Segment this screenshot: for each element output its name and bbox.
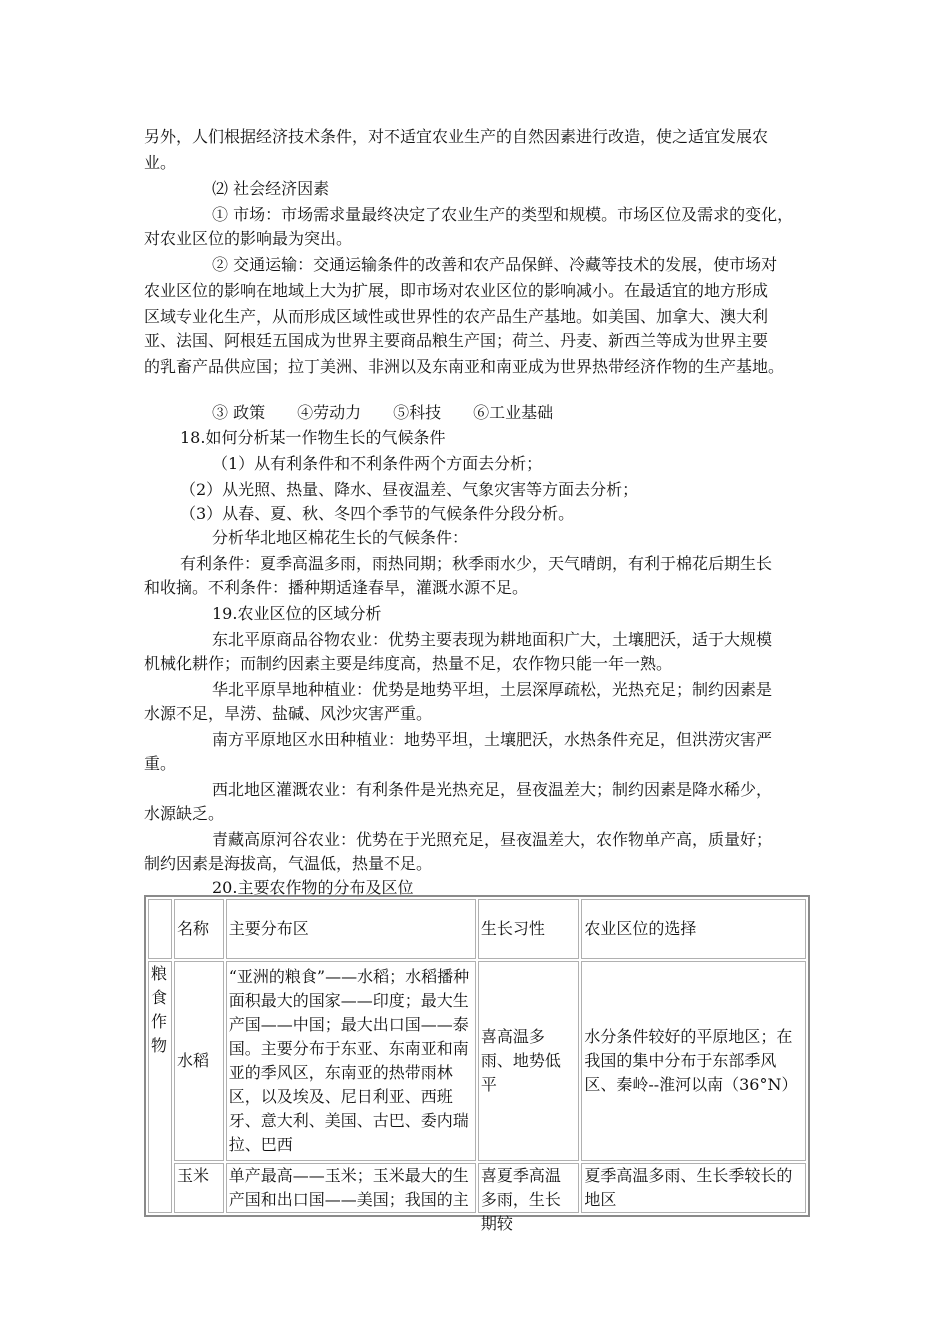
table-row — [148, 961, 806, 1161]
paragraph-line: 的乳畜产品供应国；拉丁美洲、非洲以及东南亚和南亚成为世界热带经济作物的生产基地。 — [144, 357, 785, 376]
crop-habit: 喜夏季高温多雨，生长期较 — [478, 1163, 579, 1213]
paragraph-line: 华北平原旱地种植业：优势是地势平坦，土层深厚疏松，光热充足；制约因素是 — [212, 680, 773, 699]
crop-distribution: 单产最高——玉米；玉米最大的生产国和出口国——美国；我国的主 — [226, 1163, 476, 1213]
header-distribution: 主要分布区 — [226, 899, 476, 959]
paragraph-line: 制约因素是海拔高，气温低，热量不足。 — [144, 854, 433, 873]
list-item: （1）从有利条件和不利条件两个方面去分析； — [212, 454, 543, 473]
crop-habit: 喜高温多雨、地势低平 — [478, 961, 579, 1161]
paragraph-line: 有利条件：夏季高温多雨，雨热同期；秋季雨水少，天气晴朗，有利于棉花后期生长 — [180, 554, 773, 573]
question-heading: 18.如何分析某一作物生长的气候条件 — [180, 428, 446, 447]
crop-location: 夏季高温多雨、生长季较长的地区 — [581, 1163, 806, 1213]
paragraph-line: 西北地区灌溉农业：有利条件是光热充足，昼夜温差大；制约因素是降水稀少， — [212, 780, 773, 799]
section-heading: ⑵ 社会经济因素 — [212, 179, 330, 198]
question-heading: 19.农业区位的区域分析 — [212, 604, 382, 623]
table-corner-cell — [148, 899, 172, 959]
paragraph-line: 另外，人们根据经济技术条件，对不适宜农业生产的自然因素进行改造，使之适宜发展农 — [144, 127, 769, 146]
paragraph-line: 和收摘。不利条件：播种期适逢春旱，灌溉水源不足。 — [144, 578, 529, 597]
header-habit: 生长习性 — [478, 899, 579, 959]
crop-location: 水分条件较好的平原地区；在我国的集中分布于东部季风区、秦岭--淮河以南（36°N） — [581, 961, 806, 1161]
paragraph-line: 青藏高原河谷农业：优势在于光照充足，昼夜温差大，农作物单产高，质量好； — [212, 830, 773, 849]
paragraph-line: 水源缺乏。 — [144, 804, 225, 823]
paragraph-line: 业。 — [144, 153, 177, 172]
category-cell: 粮食作物 — [148, 961, 172, 1213]
paragraph-line: 农业区位的影响在地域上大为扩展，即市场对农业区位的影响减小。在最适宜的地方形成 — [144, 281, 769, 300]
header-name: 名称 — [174, 899, 224, 959]
paragraph-line: 分析华北地区棉花生长的气候条件： — [212, 528, 469, 547]
paragraph-line: 东北平原商品谷物农业：优势主要表现为耕地面积广大，土壤肥沃，适于大规模 — [212, 630, 773, 649]
paragraph-line: 南方平原地区水田种植业：地势平坦，土壤肥沃，水热条件充足，但洪涝灾害严 — [212, 730, 773, 749]
paragraph-line: 对农业区位的影响最为突出。 — [144, 229, 353, 248]
header-location: 农业区位的选择 — [581, 899, 806, 959]
paragraph-line: ② 交通运输：交通运输条件的改善和农产品保鲜、冷藏等技术的发展，使市场对 — [212, 255, 778, 274]
crop-name: 水稻 — [174, 961, 224, 1161]
paragraph-line: 重。 — [144, 754, 177, 773]
factors-list: ③ 政策 ④劳动力 ⑤科技 ⑥工业基础 — [212, 403, 554, 422]
paragraph-line: 机械化耕作；而制约因素主要是纬度高，热量不足，农作物只能一年一熟。 — [144, 654, 673, 673]
crop-name: 玉米 — [174, 1163, 224, 1213]
paragraph-line: ① 市场：市场需求量最终决定了农业生产的类型和规模。市场区位及需求的变化， — [212, 205, 794, 224]
list-item: （2）从光照、热量、降水、昼夜温差、气象灾害等方面去分析； — [180, 480, 639, 499]
question-heading: 20.主要农作物的分布及区位 — [212, 878, 414, 897]
paragraph-line: 水源不足，旱涝、盐碱、风沙灾害严重。 — [144, 704, 433, 723]
table-row — [148, 1163, 806, 1213]
crop-distribution: “亚洲的粮食”——水稻；水稻播种面积最大的国家——印度；最大生产国——中国；最大出口国——泰国。主要分布于东亚、东南亚和南亚的季风区，东南亚的热带雨林区，以及埃及、尼日利亚、西班牙、意大利、美国、古巴、委内瑞拉、巴西 — [226, 961, 476, 1161]
crops-table — [144, 895, 810, 1233]
list-item: （3）从春、夏、秋、冬四个季节的气候条件分段分析。 — [180, 504, 575, 523]
paragraph-line: 区域专业化生产，从而形成区域性或世界性的农产品生产基地。如美国、加拿大、澳大利 — [144, 307, 769, 326]
table-header-row — [148, 899, 806, 959]
paragraph-line: 亚、法国、阿根廷五国成为世界主要商品粮生产国；荷兰、丹麦、新西兰等成为世界主要 — [144, 331, 769, 350]
